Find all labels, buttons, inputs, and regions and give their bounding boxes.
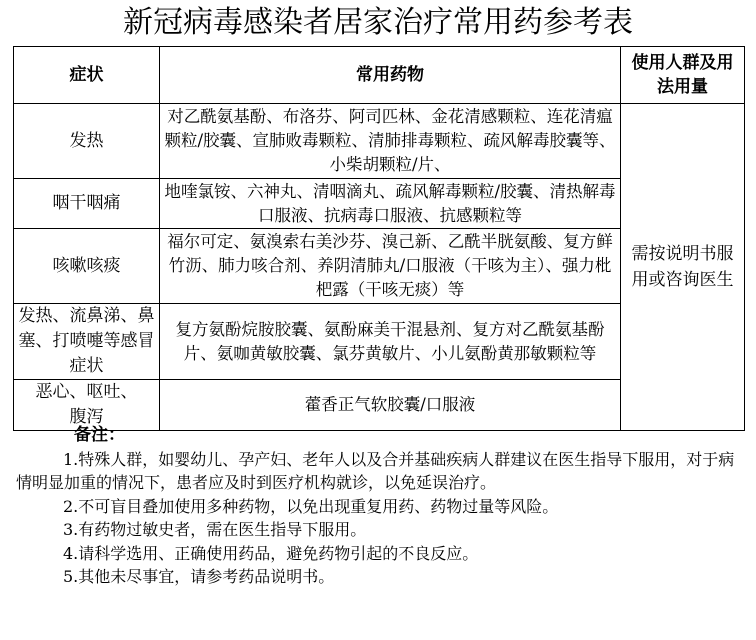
header-usage: 使用人群及用法用量	[621, 47, 745, 104]
header-medicines: 常用药物	[160, 47, 621, 104]
medicines-cell: 藿香正气软胶囊/口服液	[160, 380, 621, 431]
note-item: 2.不可盲目叠加使用多种药物，以免出现重复用药、药物过量等风险。	[63, 496, 559, 516]
medicine-table	[13, 46, 745, 431]
medicines-cell: 福尔可定、氨溴索右美沙芬、溴己新、乙酰半胱氨酸、复方鲜竹沥、肺力咳合剂、养阴清肺丸/口服液（干咳为主）、强力枇杷露（干咳无痰）等	[160, 229, 621, 304]
symptom-cell: 发热	[14, 104, 160, 179]
table-header-row	[14, 47, 745, 104]
symptom-cell: 咽干咽痛	[14, 179, 160, 229]
symptom-cell: 发热、流鼻涕、鼻塞、打喷嚏等感冒症状	[14, 304, 160, 380]
usage-advice-cell: 需按说明书服用或咨询医生	[621, 104, 745, 431]
note-item: 3.有药物过敏史者，需在医生指导下服用。	[63, 520, 367, 539]
table-row	[14, 104, 745, 179]
notes-section	[16, 424, 748, 589]
note-item: 1.特殊人群，如婴幼儿、孕产妇、老年人以及合并基础疾病人群建议在医生指导下服用，对于病情明显加重的情况下，患者应及时到医疗机构就诊，以免延误治疗。	[16, 449, 735, 492]
note-item: 4.请科学选用、正确使用药品，避免药物引起的不良反应。	[63, 543, 479, 563]
symptom-cell: 咳嗽咳痰	[14, 229, 160, 304]
medicines-cell: 地喹氯铵、六神丸、清咽滴丸、疏风解毒颗粒/胶囊、清热解毒口服液、抗病毒口服液、抗感颗粒等	[160, 179, 621, 229]
symptom-cell: 恶心、呕吐、腹泻	[14, 380, 160, 431]
medicines-cell: 对乙酰氨基酚、布洛芬、阿司匹林、金花清感颗粒、连花清瘟颗粒/胶囊、宣肺败毒颗粒、清肺排毒颗粒、疏风解毒胶囊等、小柴胡颗粒/片、	[160, 104, 621, 179]
note-item: 5.其他未尽事宜，请参考药品说明书。	[63, 567, 335, 586]
page-title: 新冠病毒感染者居家治疗常用药参考表	[123, 5, 633, 40]
header-symptom: 症状	[14, 47, 160, 104]
medicines-cell: 复方氨酚烷胺胶囊、氨酚麻美干混悬剂、复方对乙酰氨基酚片、氨咖黄敏胶囊、氯芬黄敏片、小儿氨酚黄那敏颗粒等	[160, 304, 621, 380]
notes-title: 备注：	[74, 425, 125, 445]
